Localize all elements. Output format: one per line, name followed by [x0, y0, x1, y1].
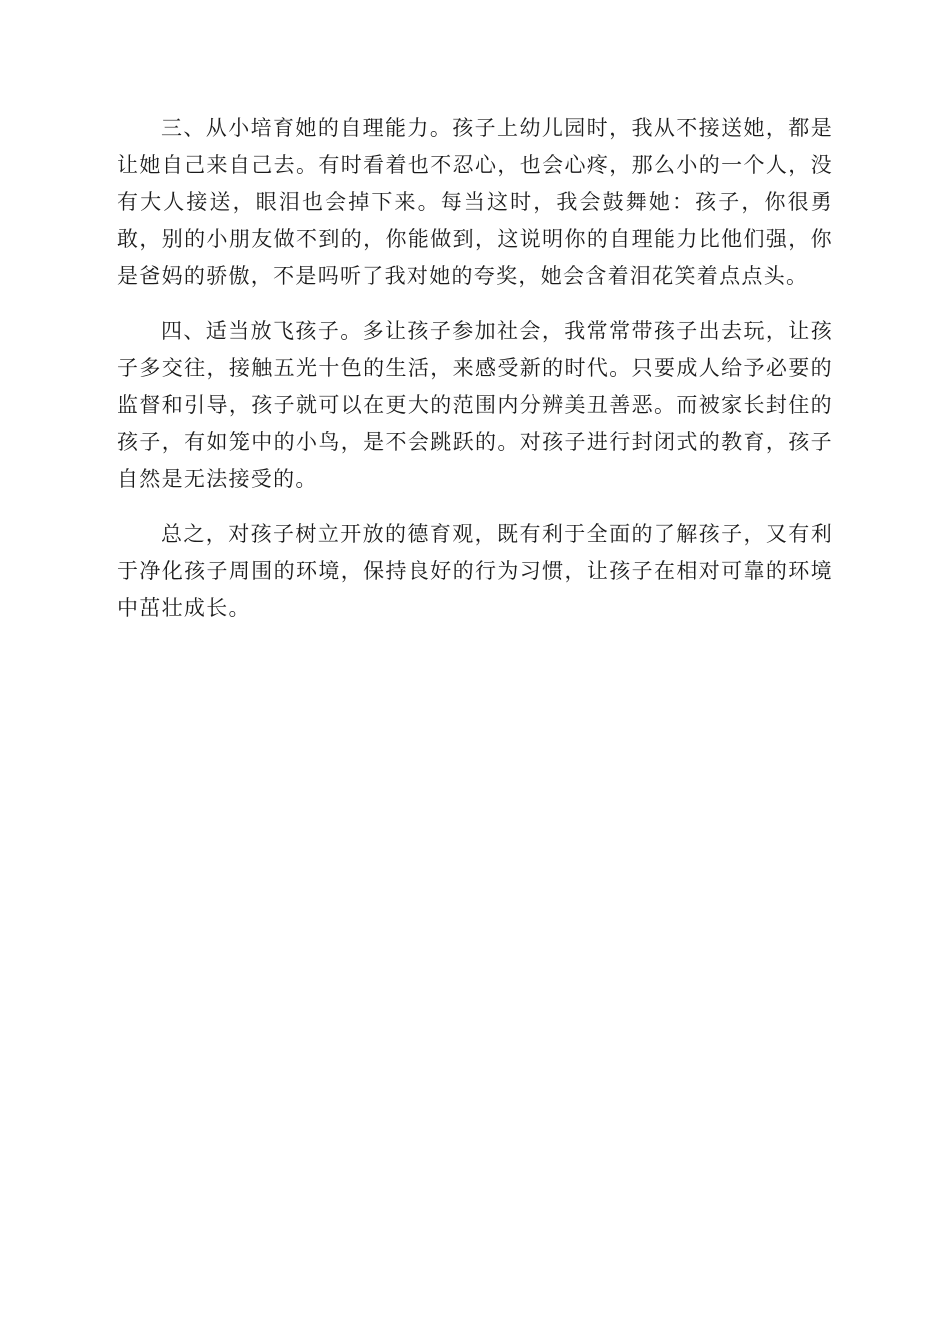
document-body: [117, 110, 833, 645]
paragraph-let-child-fly: 四、适当放飞孩子。多让孩子参加社会，我常常带孩子出去玩，让孩子多交往，接触五光十色的生活，来感受新的时代。只要成人给予必要的监督和引导，孩子就可以在更大的范围内分辨美丑善恶。而被家长封住的孩子，有如笼中的小鸟，是不会跳跃的。对孩子进行封闭式的教育，孩子自然是无法接受的。: [117, 319, 833, 491]
paragraph-conclusion: 总之，对孩子树立开放的德育观，既有利于全面的了解孩子，又有利于净化孩子周围的环境，保持良好的行为习惯，让孩子在相对可靠的环境中茁壮成长。: [117, 522, 833, 620]
paragraph-self-care: 三、从小培育她的自理能力。孩子上幼儿园时，我从不接送她，都是让她自己来自己去。有时看着也不忍心，也会心疼，那么小的一个人，没有大人接送，眼泪也会掉下来。每当这时，我会鼓舞她：孩子，你很勇敢，别的小朋友做不到的，你能做到，这说明你的自理能力比他们强，你是爸妈的骄傲，不是吗听了我对她的夸奖，她会含着泪花笑着点点头。: [117, 116, 833, 288]
